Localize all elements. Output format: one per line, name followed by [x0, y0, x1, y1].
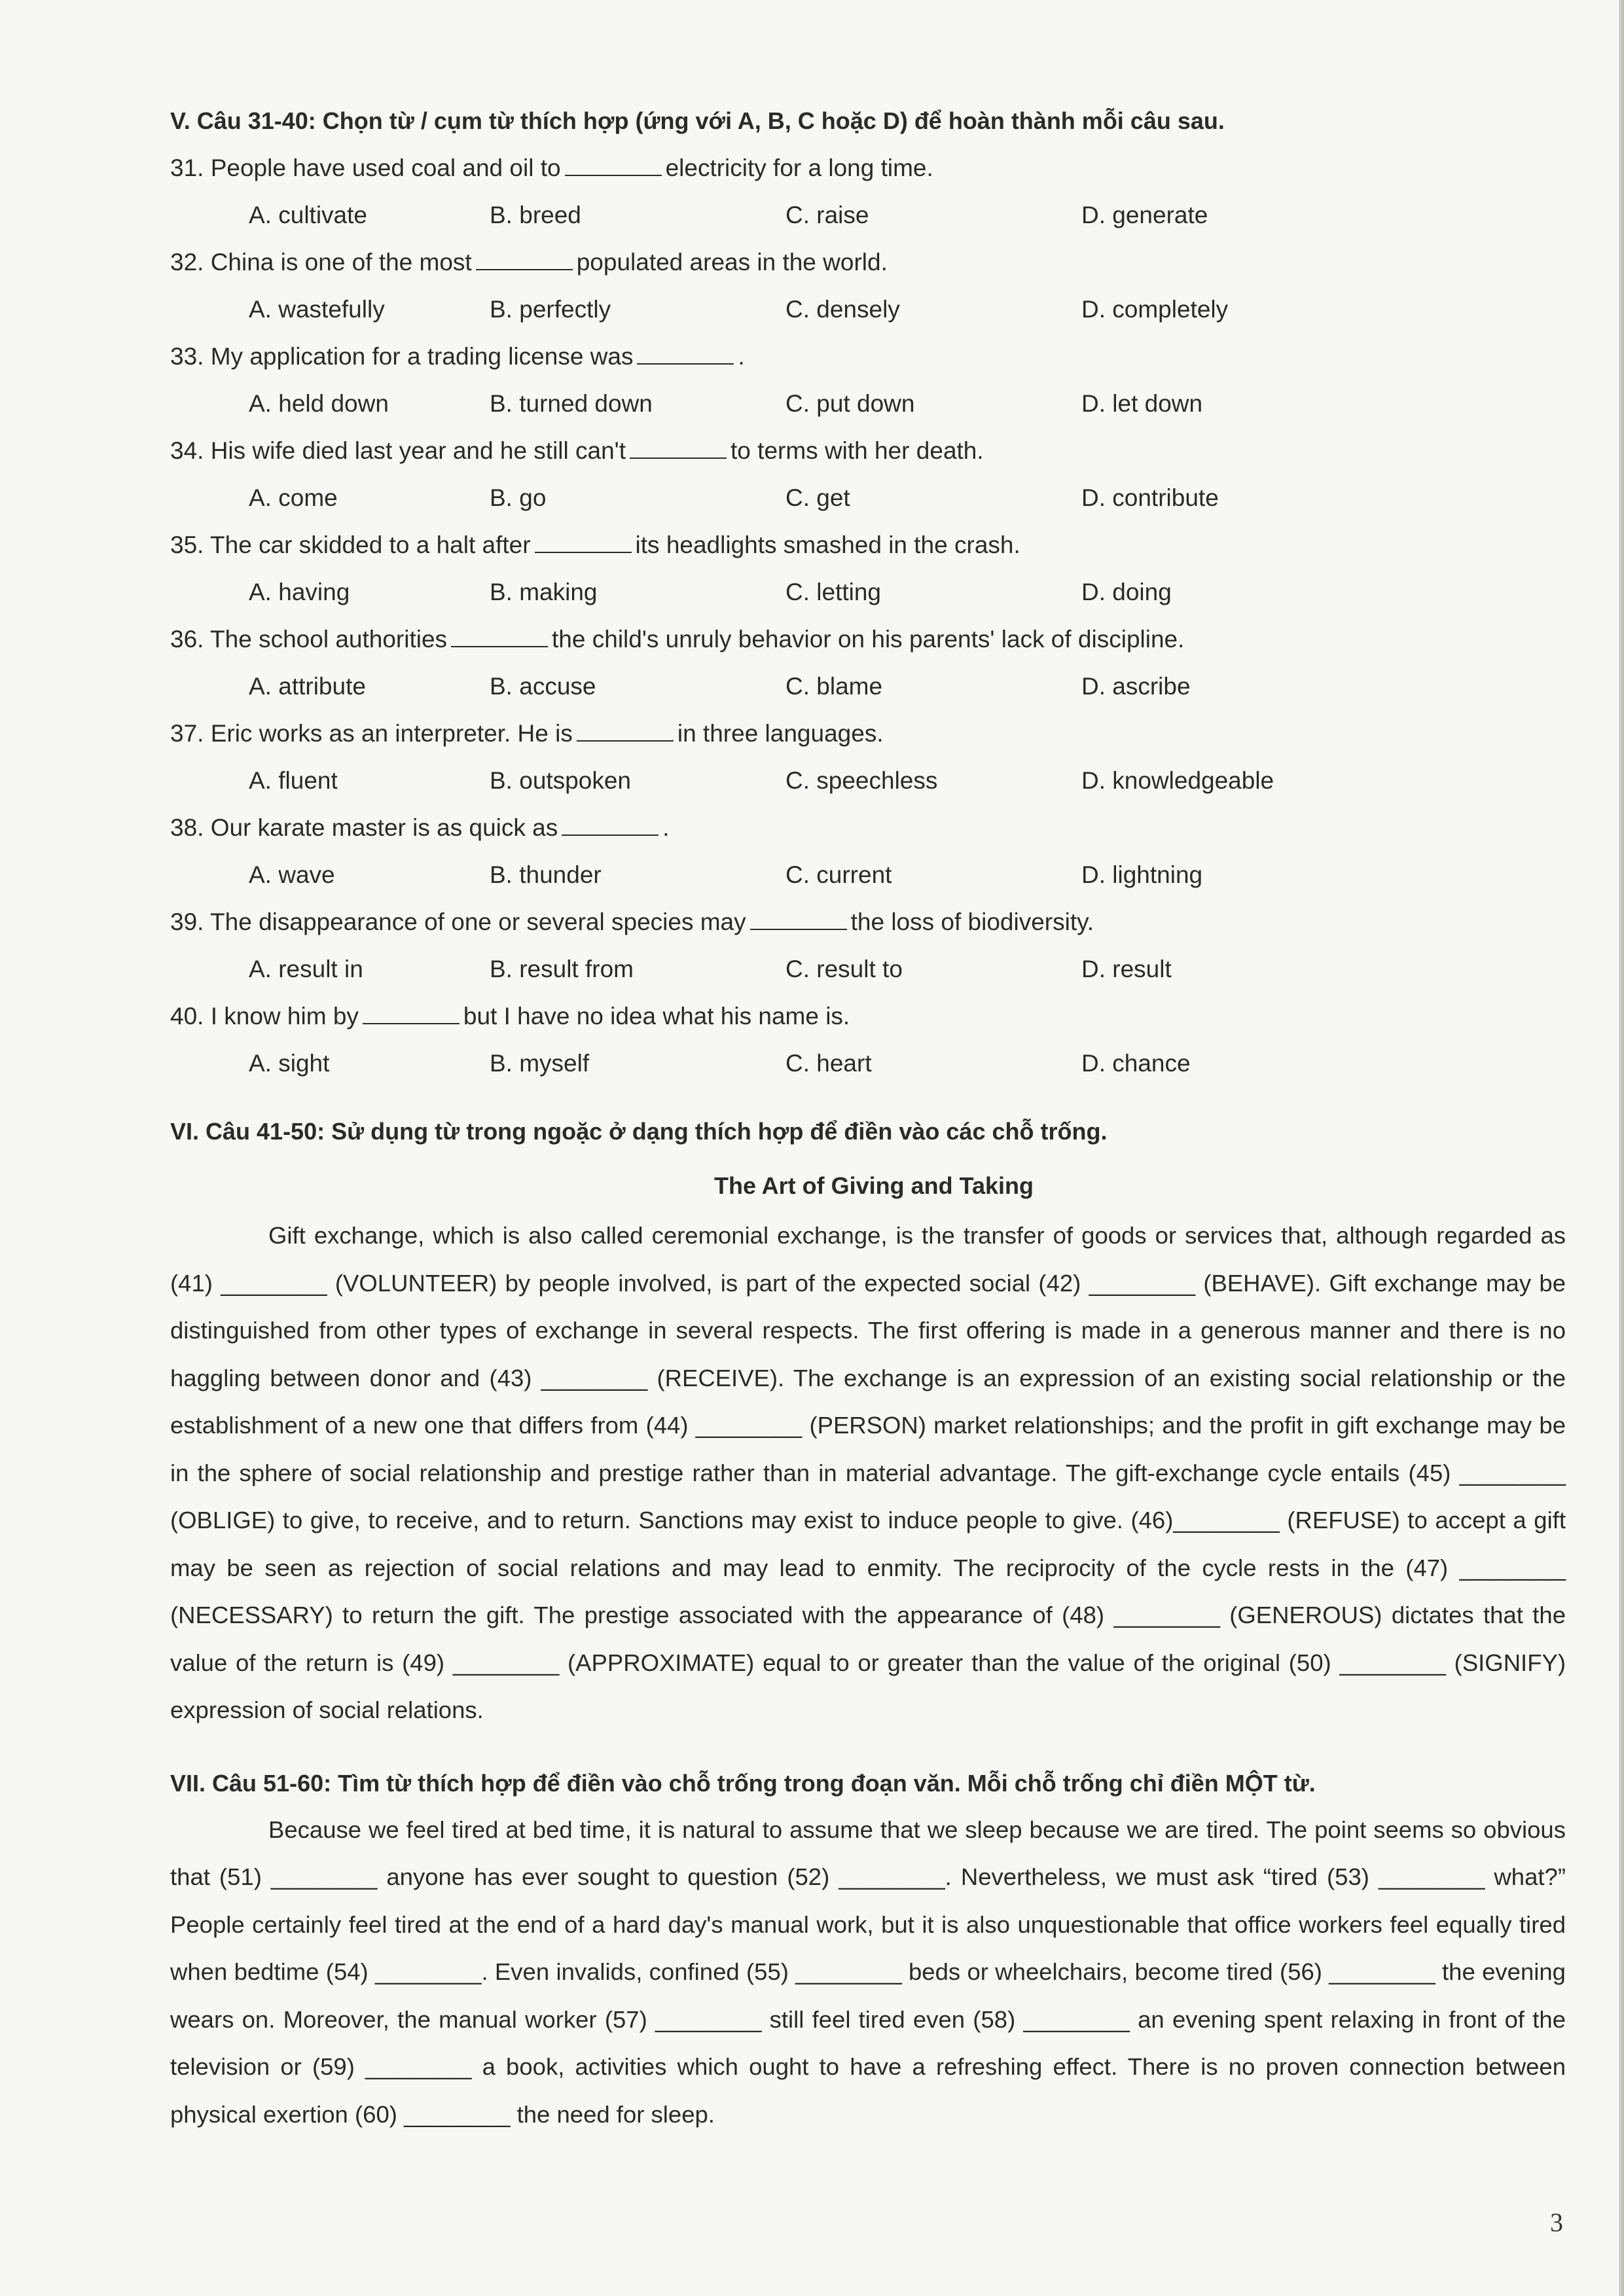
answer-blank	[562, 812, 659, 836]
question-38: 38. Our karate master is as quick as .	[170, 804, 1578, 852]
option-a: A. attribute	[249, 673, 366, 700]
option-b: B. breed	[490, 202, 581, 228]
answer-blank	[630, 435, 727, 459]
answer-blank	[535, 529, 632, 553]
option-a: A. result in	[249, 956, 363, 982]
option-d: D. result	[1081, 956, 1172, 982]
option-d: D. let down	[1081, 390, 1203, 417]
answer-blank	[476, 247, 573, 270]
answer-blank	[750, 906, 847, 930]
option-c: C. current	[785, 861, 892, 888]
option-a: A. come	[249, 484, 338, 511]
question-37: 37. Eric works as an interpreter. He is in three languages.	[170, 709, 1578, 758]
section-6-heading: VI. Câu 41-50: Sử dụng từ trong ngoặc ở dạng thích hợp để điền vào các chỗ trống.	[170, 1118, 1108, 1145]
option-b: B. perfectly	[490, 296, 611, 323]
option-d: D. generate	[1081, 202, 1208, 228]
option-d: D. doing	[1081, 579, 1172, 605]
option-c: C. result to	[785, 956, 903, 982]
option-b: B. go	[490, 484, 547, 511]
option-a: A. fluent	[249, 767, 338, 794]
question-39: 39. The disappearance of one or several species may the loss of biodiversity.	[170, 898, 1578, 946]
option-c: C. letting	[785, 579, 882, 605]
answer-blank	[577, 718, 674, 742]
passage-title: The Art of Giving and Taking	[713, 1172, 1034, 1199]
option-c: C. raise	[785, 202, 869, 228]
question-33: 33. My application for a trading license was .	[170, 332, 1578, 381]
option-c: C. blame	[785, 673, 883, 700]
option-c: C. densely	[785, 296, 900, 323]
question-36: 36. The school authorities the child's unruly behavior on his parents' lack of discipline.	[170, 615, 1578, 664]
option-a: A. cultivate	[249, 202, 367, 228]
options-39	[170, 946, 1578, 992]
answer-blank	[565, 152, 662, 176]
question-35: 35. The car skidded to a halt after its headlights smashed in the crash.	[170, 521, 1578, 569]
options-31	[170, 192, 1578, 238]
page-number: 3	[1550, 2208, 1563, 2237]
option-c: C. get	[785, 484, 850, 511]
option-b: B. result from	[490, 956, 634, 982]
question-34: 34. His wife died last year and he still can't to terms with her death.	[170, 427, 1578, 475]
option-d: D. lightning	[1081, 861, 1203, 888]
option-b: B. thunder	[490, 861, 602, 888]
section-7-heading: VII. Câu 51-60: Tìm từ thích hợp để điền vào chỗ trống trong đoạn văn. Mỗi chỗ trống chỉ điền MỘT từ.	[170, 1769, 1316, 1797]
question-32: 32. China is one of the most populated areas in the world.	[170, 238, 1578, 287]
options-33	[170, 381, 1578, 427]
answer-blank	[363, 1001, 460, 1024]
option-a: A. wave	[249, 861, 335, 888]
passage-sleep: Because we feel tired at bed time, it is natural to assume that we sleep because we are tired. The point seems so obvious that (51) ________ anyone has ever sought to question (52) ________. Nevertheless, we must ask “tired (53) ________ what?” People certainly feel tired at the end of a hard day's manual work, but it is also unquestionable that office workers feel equally tired when bedtime (54) ________. Even invalids, confined (55) ________ beds or wheelchairs, become tired (56) ________ the evening wears on. Moreover, the manual worker (57) ________ still feel tired even (58) ________ an evening spent relaxing in front of the television or (59) ________ a book, activities which ought to have a refreshing effect. There is no proven connection between physical exertion (60) ________ the need for sleep.	[170, 1816, 1566, 2128]
scan-edge	[1619, 0, 1624, 2296]
option-d: D. knowledgeable	[1081, 767, 1274, 794]
option-c: C. heart	[785, 1050, 872, 1077]
option-a: A. sight	[249, 1050, 330, 1077]
question-list	[170, 144, 1578, 1086]
section-5-heading: V. Câu 31-40: Chọn từ / cụm từ thích hợp (ứng với A, B, C hoặc D) để hoàn thành mỗi câu sau.	[170, 107, 1225, 134]
option-d: D. ascribe	[1081, 673, 1191, 700]
question-31: 31. People have used coal and oil to electricity for a long time.	[170, 144, 1578, 192]
option-b: B. making	[490, 579, 598, 605]
option-d: D. chance	[1081, 1050, 1191, 1077]
options-38	[170, 852, 1578, 898]
passage-gift-exchange: Gift exchange, which is also called ceremonial exchange, is the transfer of goods or services that, although regarded as (41) ________ (VOLUNTEER) by people involved, is part of the expected social (42) ________ (BEHAVE). Gift exchange may be distinguished from other types of exchange in several respects. The first offering is made in a generous manner and there is no haggling between donor and (43) ________ (RECEIVE). The exchange is an expression of an existing social relationship or the establishment of a new one that differs from (44) ________ (PERSON) market relationships; and the profit in gift exchange may be in the sphere of social relationship and prestige rather than in material advantage. The gift-exchange cycle entails (45) ________ (OBLIGE) to give, to receive, and to return. Sanctions may exist to induce people to give. (46)________ (REFUSE) to accept a gift may be seen as rejection of social relations and may lead to enmity. The reciprocity of the cycle rests in the (47) ________ (NECESSARY) to return the gift. The prestige associated with the appearance of (48) ________ (GENEROUS) dictates that the value of the return is (49) ________ (APPROXIMATE) equal to or greater than the value of the original (50) ________ (SIGNIFY) expression of social relations.	[170, 1222, 1566, 1723]
options-35	[170, 569, 1578, 615]
option-d: D. contribute	[1081, 484, 1219, 511]
option-a: A. wastefully	[249, 296, 385, 323]
exam-page	[170, 98, 1578, 2138]
options-37	[170, 758, 1578, 804]
option-b: B. accuse	[490, 673, 596, 700]
option-b: B. myself	[490, 1050, 590, 1077]
question-40: 40. I know him by but I have no idea what his name is.	[170, 992, 1578, 1041]
option-c: C. put down	[785, 390, 915, 417]
option-d: D. completely	[1081, 296, 1229, 323]
option-b: B. turned down	[490, 390, 653, 417]
option-b: B. outspoken	[490, 767, 631, 794]
options-36	[170, 664, 1578, 709]
option-c: C. speechless	[785, 767, 938, 794]
options-32	[170, 287, 1578, 332]
options-34	[170, 475, 1578, 521]
option-a: A. having	[249, 579, 350, 605]
answer-blank	[637, 341, 734, 365]
options-40	[170, 1041, 1578, 1086]
answer-blank	[451, 624, 548, 647]
option-a: A. held down	[249, 390, 389, 417]
